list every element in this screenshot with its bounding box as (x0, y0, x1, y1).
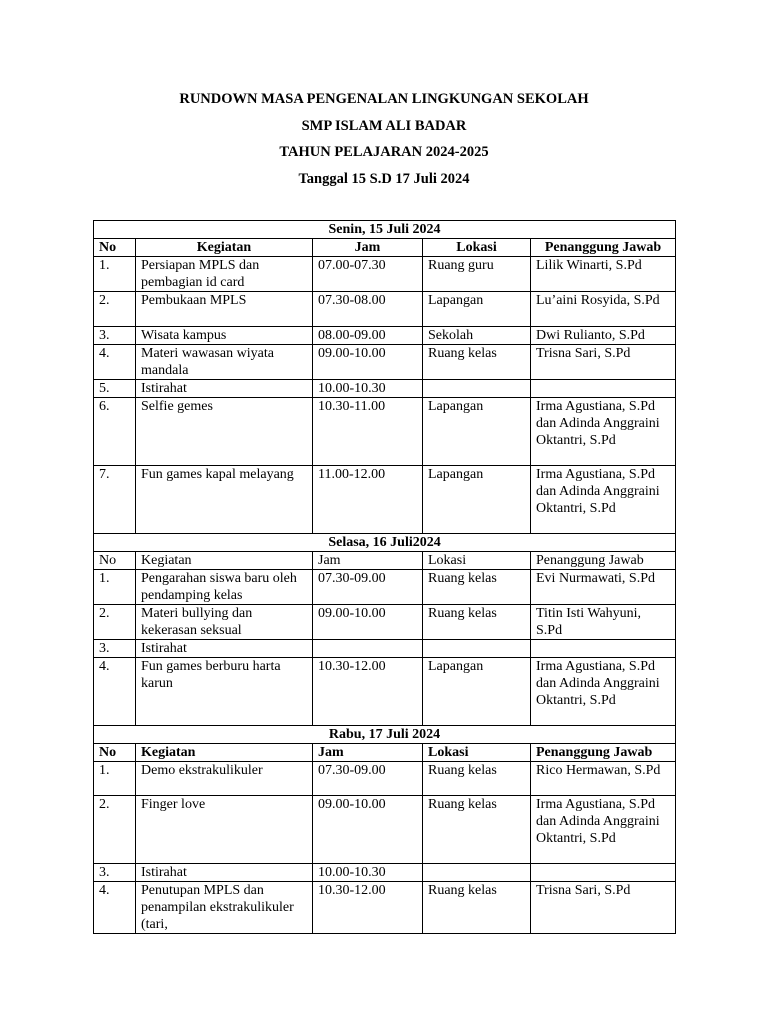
cell-no: 2. (94, 796, 136, 864)
col-kegiatan: Kegiatan (136, 744, 313, 762)
cell-lokasi: Ruang kelas (423, 345, 531, 380)
cell-no: 3. (94, 864, 136, 882)
table-row (94, 864, 676, 882)
cell-pj: Titin Isti Wahyuni, S.Pd (531, 605, 676, 640)
cell-lokasi: Lapangan (423, 398, 531, 466)
cell-pj: Lilik Winarti, S.Pd (531, 257, 676, 292)
cell-lokasi: Lapangan (423, 466, 531, 534)
cell-kegiatan: Finger love (136, 796, 313, 864)
cell-no: 4. (94, 345, 136, 380)
cell-no: 3. (94, 640, 136, 658)
day-header-row (94, 726, 676, 744)
cell-lokasi (423, 640, 531, 658)
cell-lokasi (423, 864, 531, 882)
cell-pj (531, 864, 676, 882)
table-row (94, 466, 676, 534)
document-title (0, 86, 768, 192)
day-title: Selasa, 16 Juli2024 (94, 534, 676, 552)
cell-jam: 10.00-10.30 (313, 864, 423, 882)
cell-kegiatan: Selfie gemes (136, 398, 313, 466)
col-lokasi: Lokasi (423, 239, 531, 257)
cell-pj: Irma Agustiana, S.Pd dan Adinda Anggraini Oktantri, S.Pd (531, 398, 676, 466)
cell-pj: Irma Agustiana, S.Pd dan Adinda Anggraini Oktantri, S.Pd (531, 658, 676, 726)
cell-kegiatan-wrapper (136, 882, 313, 934)
col-kegiatan: Kegiatan (136, 239, 313, 257)
cell-no: 1. (94, 762, 136, 796)
cell-lokasi: Lapangan (423, 292, 531, 327)
cell-pj: Trisna Sari, S.Pd (531, 882, 676, 934)
col-lokasi: Lokasi (423, 552, 531, 570)
col-lokasi: Lokasi (423, 744, 531, 762)
day-title: Senin, 15 Juli 2024 (94, 221, 676, 239)
table-row (94, 658, 676, 726)
day-header-row (94, 534, 676, 552)
cell-lokasi: Ruang guru (423, 257, 531, 292)
cell-jam: 09.00-10.00 (313, 605, 423, 640)
table-row (94, 257, 676, 292)
cell-no: 4. (94, 882, 136, 934)
cell-no: 1. (94, 257, 136, 292)
cell-kegiatan: Pengarahan siswa baru oleh pendamping kelas (136, 570, 313, 605)
col-pj: Penanggung Jawab (531, 744, 676, 762)
column-header-row (94, 744, 676, 762)
table-row (94, 796, 676, 864)
cell-no: 7. (94, 466, 136, 534)
day-title: Rabu, 17 Juli 2024 (94, 726, 676, 744)
table-row (94, 380, 676, 398)
cell-jam: 10.30-11.00 (313, 398, 423, 466)
cell-kegiatan: Fun games kapal melayang (136, 466, 313, 534)
cell-no: 2. (94, 605, 136, 640)
title-line-2: SMP ISLAM ALI BADAR (301, 117, 467, 134)
table-row (94, 605, 676, 640)
cell-kegiatan: Istirahat (136, 640, 313, 658)
cell-kegiatan: Istirahat (136, 864, 313, 882)
table-row (94, 398, 676, 466)
cell-lokasi: Lapangan (423, 658, 531, 726)
cell-no: 3. (94, 327, 136, 345)
cell-lokasi: Sekolah (423, 327, 531, 345)
cell-pj: Evi Nurmawati, S.Pd (531, 570, 676, 605)
col-no: No (94, 744, 136, 762)
cell-pj: Irma Agustiana, S.Pd dan Adinda Anggraini Oktantri, S.Pd (531, 466, 676, 534)
table-row (94, 327, 676, 345)
table-row (94, 292, 676, 327)
cell-kegiatan: Demo ekstrakulikuler (136, 762, 313, 796)
cell-kegiatan: Pembukaan MPLS (136, 292, 313, 327)
cell-jam: 07.30-08.00 (313, 292, 423, 327)
table-row (94, 570, 676, 605)
cell-pj: Trisna Sari, S.Pd (531, 345, 676, 380)
col-no: No (94, 552, 136, 570)
cell-jam (313, 640, 423, 658)
table-row (94, 640, 676, 658)
cell-jam: 07.00-07.30 (313, 257, 423, 292)
cell-jam: 10.00-10.30 (313, 380, 423, 398)
cell-no: 1. (94, 570, 136, 605)
column-header-row (94, 239, 676, 257)
title-line-1: RUNDOWN MASA PENGENALAN LINGKUNGAN SEKOLAH (179, 91, 589, 107)
cell-lokasi (423, 380, 531, 398)
cell-pj (531, 640, 676, 658)
cell-lokasi: Ruang kelas (423, 796, 531, 864)
cell-lokasi: Ruang kelas (423, 762, 531, 796)
cell-jam: 09.00-10.00 (313, 345, 423, 380)
cell-no: 6. (94, 398, 136, 466)
col-jam: Jam (313, 552, 423, 570)
col-pj: Penanggung Jawab (531, 239, 676, 257)
cell-jam: 09.00-10.00 (313, 796, 423, 864)
col-jam: Jam (313, 744, 423, 762)
cell-lokasi: Ruang kelas (423, 570, 531, 605)
cell-lokasi: Ruang kelas (423, 882, 531, 934)
day-header-row (94, 221, 676, 239)
cell-jam: 07.30-09.00 (313, 762, 423, 796)
title-line-4: Tanggal 15 S.D 17 Juli 2024 (298, 170, 470, 187)
table-row (94, 882, 676, 934)
cell-pj: Lu’aini Rosyida, S.Pd (531, 292, 676, 327)
cell-lokasi: Ruang kelas (423, 605, 531, 640)
cell-kegiatan: Istirahat (136, 380, 313, 398)
cell-no: 2. (94, 292, 136, 327)
col-kegiatan: Kegiatan (136, 552, 313, 570)
cell-pj (531, 380, 676, 398)
cell-kegiatan: Penutupan MPLS dan penampilan ekstrakulikuler (tari, (141, 883, 294, 932)
cell-pj: Rico Hermawan, S.Pd (531, 762, 676, 796)
rundown-table (93, 220, 676, 934)
col-pj: Penanggung Jawab (531, 552, 676, 570)
cell-kegiatan: Fun games berburu harta karun (136, 658, 313, 726)
cell-pj: Irma Agustiana, S.Pd dan Adinda Anggraini Oktantri, S.Pd (531, 796, 676, 864)
cell-kegiatan: Wisata kampus (136, 327, 313, 345)
cell-kegiatan: Materi bullying dan kekerasan seksual (136, 605, 313, 640)
cell-kegiatan: Materi wawasan wiyata mandala (136, 345, 313, 380)
column-header-row (94, 552, 676, 570)
cell-no: 4. (94, 658, 136, 726)
cell-jam: 07.30-09.00 (313, 570, 423, 605)
title-line-3: TAHUN PELAJARAN 2024-2025 (279, 144, 489, 160)
cell-kegiatan: Persiapan MPLS dan pembagian id card (136, 257, 313, 292)
cell-pj: Dwi Rulianto, S.Pd (531, 327, 676, 345)
col-no: No (94, 239, 136, 257)
cell-jam: 08.00-09.00 (313, 327, 423, 345)
table-row (94, 762, 676, 796)
cell-jam: 11.00-12.00 (313, 466, 423, 534)
cell-no: 5. (94, 380, 136, 398)
cell-jam: 10.30-12.00 (313, 658, 423, 726)
table-row (94, 345, 676, 380)
cell-jam: 10.30-12.00 (313, 882, 423, 934)
col-jam: Jam (313, 239, 423, 257)
